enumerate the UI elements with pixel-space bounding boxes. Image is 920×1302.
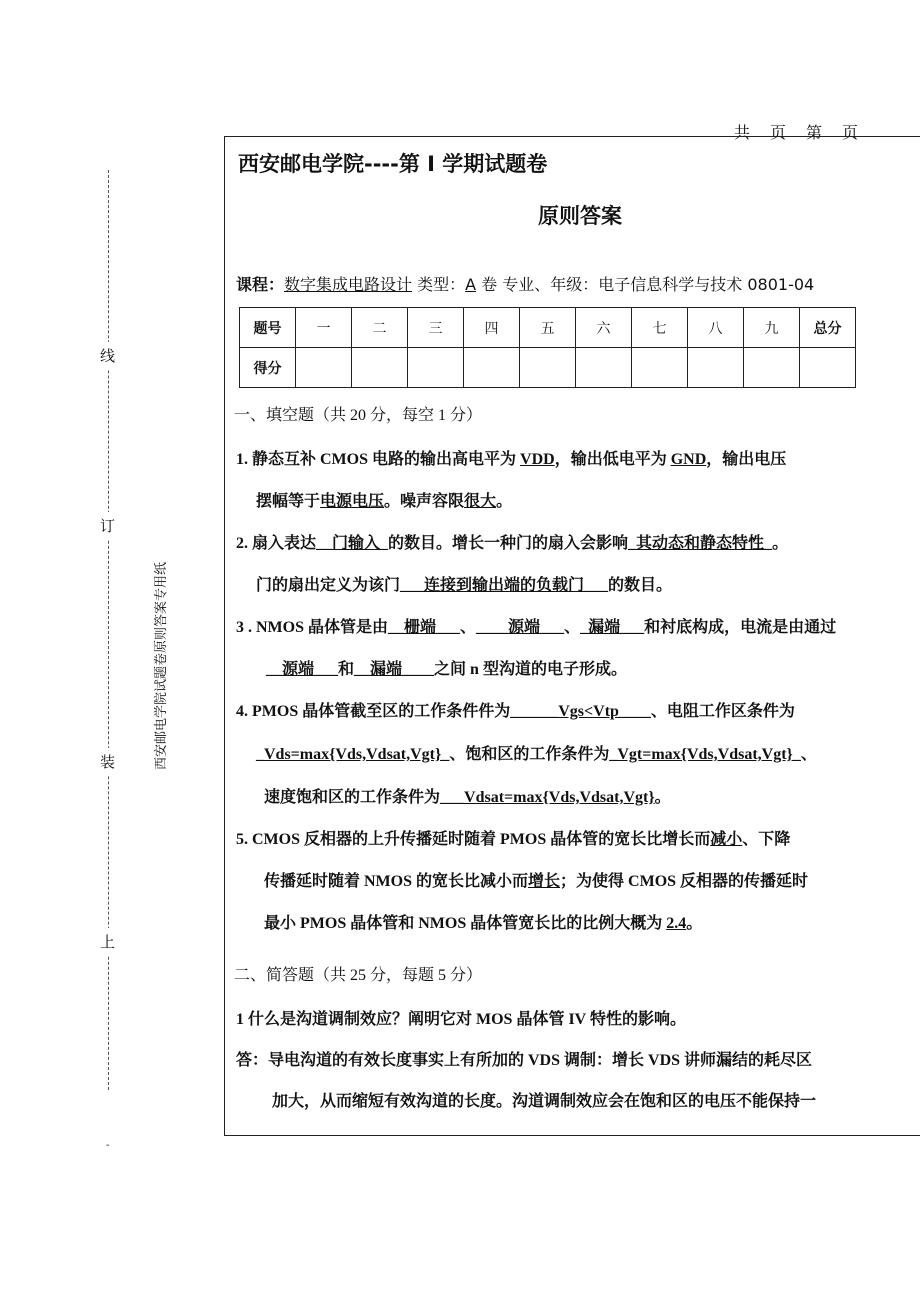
binding-char-ding: 订 xyxy=(100,512,115,539)
section-2-answer-1-line-2: 加大，从而缩短有效沟道的长度。沟道调制效应会在饱和区的电压不能保持一 xyxy=(272,1093,817,1110)
binding-char-shang: 上 xyxy=(100,928,115,955)
score-table xyxy=(239,307,856,388)
question-1-line-1: 1. 静态互补 CMOS 电路的输出高电平为 VDD，输出低电平为 GND，输出电压 xyxy=(236,451,787,468)
page-title: 西安邮电学院----第 Ⅰ 学期试题卷 xyxy=(238,152,548,176)
question-3-line-2: __源端___和__漏端____之间 n 型沟道的电子形成。 xyxy=(266,661,627,678)
question-3-line-1: 3 . NMOS 晶体管是由__栅端___、____源端___、_漏端___和衬底构成，电流是由通过 xyxy=(236,619,837,636)
question-4-line-3: 速度饱和区的工作条件为___Vdsat=max{Vds,Vdsat,Vgt}。 xyxy=(264,789,671,806)
page-count-header: 共 页 第 页 xyxy=(734,123,861,142)
score-table-header-row: 题号 一 二 三 四 五 六 七 八 九 总分 xyxy=(240,308,856,348)
question-4-line-2: _Vds=max{Vds,Vdsat,Vgt}_、饱和区的工作条件为_Vgt=max{Vds,Vdsat,Vgt}_、 xyxy=(256,746,817,763)
page-subtitle: 原则答案 xyxy=(538,204,622,228)
section-2-question-1: 1 什么是沟道调制效应？阐明它对 MOS 晶体管 IV 特性的影响。 xyxy=(236,1011,686,1028)
question-5-line-2: 传播延时随着 NMOS 的宽长比减小而增长；为使得 CMOS 反相器的传播延时 xyxy=(264,873,809,890)
course-info: 课程：数字集成电路设计 类型：A 卷 专业、年级：电子信息科学与技术 0801-04 xyxy=(236,275,815,294)
question-5-line-1: 5. CMOS 反相器的上升传播延时随着 PMOS 晶体管的宽长比增长而减小、下降 xyxy=(236,831,791,848)
binding-char-xian: 线 xyxy=(100,342,115,369)
question-2-line-2: 门的扇出定义为该门___连接到输出端的负载门___的数目。 xyxy=(256,577,673,594)
question-4-line-1: 4. PMOS 晶体管截至区的工作条件件为______Vgs<Vtp____、电阻工作区条件为 xyxy=(236,703,795,720)
question-1-line-2: 摆幅等于电源电压。噪声容限很大。 xyxy=(256,493,513,510)
vertical-side-text: 西安邮电学院试题卷原则答案专用纸 xyxy=(154,561,169,770)
section-1-heading: 一、填空题（共 20 分，每空 1 分） xyxy=(234,407,483,424)
score-table-score-row: 得分 xyxy=(240,348,856,388)
question-2-line-1: 2. 扇入表达__门输入_的数目。增长一种门的扇入会影响_其动态和静态特性_。 xyxy=(236,535,789,552)
section-2-answer-1-line-1: 答：导电沟道的有效长度事实上有所加的 VDS 调制：增长 VDS 讲师漏结的耗尽区 xyxy=(236,1052,813,1069)
binding-char-zhuang: 装 xyxy=(100,748,115,775)
tick-mark: - xyxy=(106,1140,110,1151)
section-2-heading: 二、简答题（共 25 分，每题 5 分） xyxy=(234,967,483,984)
question-5-line-3: 最小 PMOS 晶体管和 NMOS 晶体管宽长比的比例大概为 2.4。 xyxy=(264,915,703,932)
